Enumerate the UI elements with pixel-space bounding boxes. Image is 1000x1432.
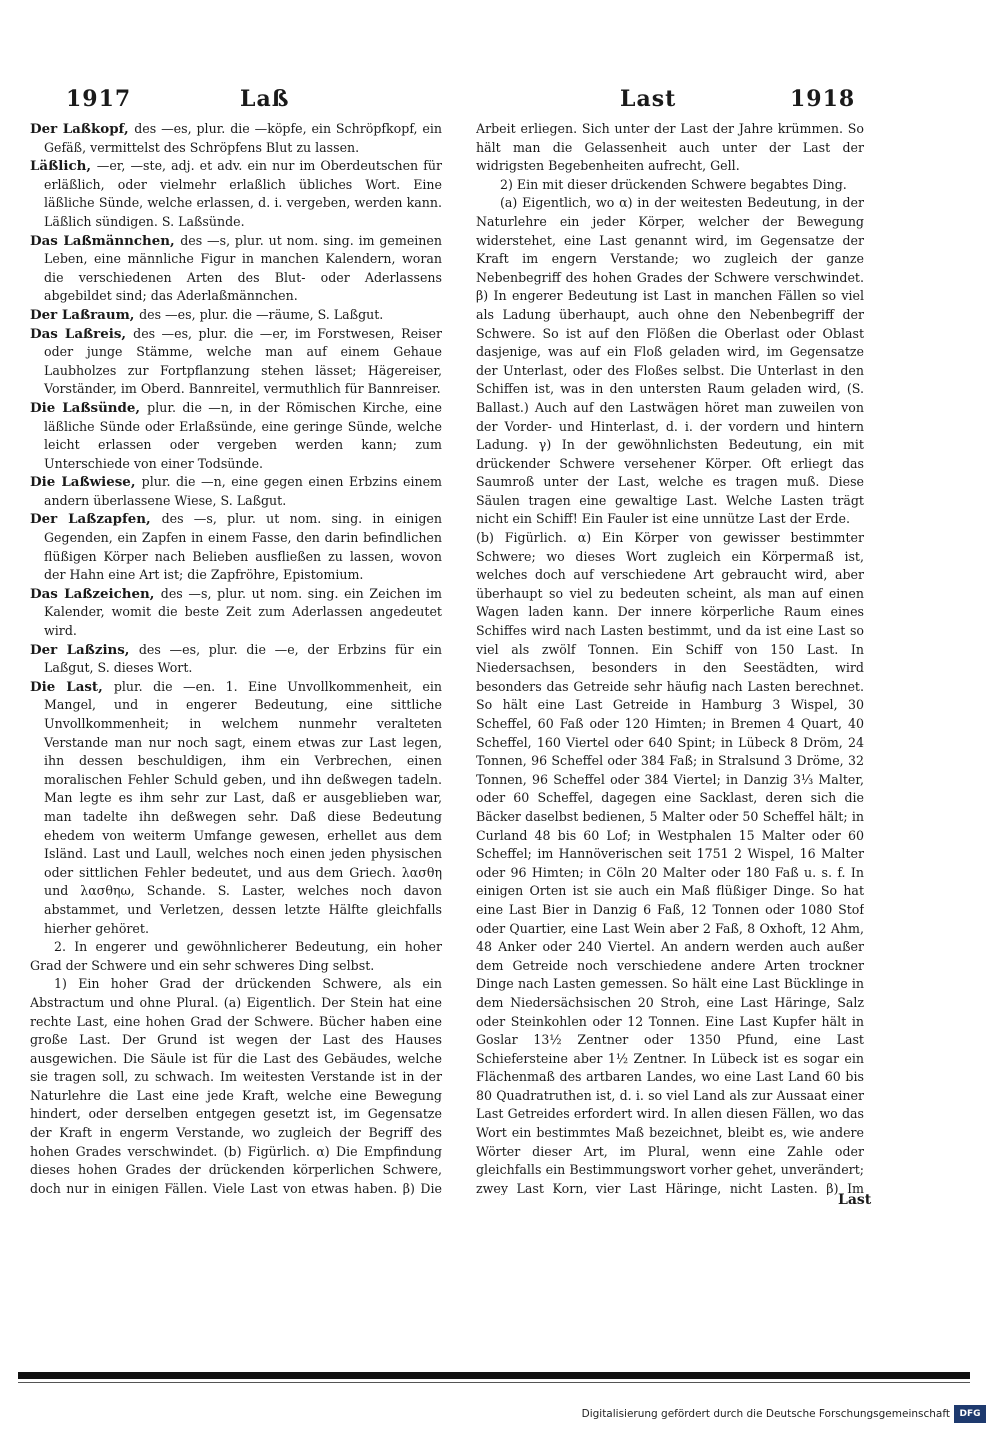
footer-credit: Digitalisierung gefördert durch die Deutsche Forschungsgemeinschaft — [581, 1408, 950, 1420]
headword: Der Laßzins, — [30, 641, 139, 658]
dfg-logo: DFG — [954, 1405, 986, 1423]
headword: Läßlich, — [30, 158, 97, 175]
entry-text: des —s, plur. ut nom. sing. im gemeinen Leben, eine männliche Figur in manchen Kalendern, woran die verschiedenen Arten des Blut- oder Aderlassens abgebildet sind; das Aderlaßmännchen. — [44, 232, 442, 304]
entry-text: plur. die —n, eine gegen einen Erbzins einem andern überlassene Wiese, S. Laßgut. — [44, 474, 442, 508]
entry-text: des —s, plur. ut nom. sing. in einigen Gegenden, ein Zapfen in einem Fasse, den darin befindlichen flüßigen Körper nach Belieben ausfließen zu lassen, wovon der Hahn eine Art ist; die Zapfröhre, Epistomium. — [44, 511, 442, 583]
left-column-paragraph — [30, 585, 442, 641]
entry-text: des —s, plur. ut nom. sing. ein Zeichen im Kalender, womit die beste Zeit zum Aderlassen angedeutet wird. — [44, 585, 442, 639]
headword: Das Laßmännchen, — [30, 232, 181, 249]
left-column-paragraph — [30, 510, 442, 584]
headword: Die Laßsünde, — [30, 399, 148, 416]
left-column-paragraph — [30, 399, 442, 473]
left-column — [30, 120, 442, 1195]
entry-text: des —es, plur. die —er, im Forstwesen, Reiser oder junge Stämme, welche man auf einem Gehaue Laubholzes zur Fortpflanzung stehen lässet; Hägereiser, Vorständer, im Oberd. Bannreitel, vermuthlich für Bannreiser. — [44, 325, 442, 397]
left-column-paragraph — [30, 325, 442, 399]
left-column-paragraph — [30, 938, 442, 975]
bottom-rule — [18, 1372, 970, 1379]
entry-text: Arbeit erliegen. Sich unter der Last der Jahre krümmen. So hält man die Gelassenheit auch unter der Last der widrigsten Begebenheiten aufrecht, Gell. — [476, 121, 864, 174]
entry-text: plur. die —n, in der Römischen Kirche, eine läßliche Sünde oder Erlaßsünde, eine geringe Sünde, welche leicht erlassen oder vergeben werden kann; zum Unterschiede von einer Todsünde. — [44, 399, 442, 471]
left-column-paragraph — [30, 473, 442, 510]
entry-text: des —es, plur. die —e, der Erbzins für ein Laßgut, S. dieses Wort. — [44, 641, 442, 676]
running-head-right: Last — [620, 86, 677, 112]
entry-text: des —es, plur. die —räume, S. Laßgut. — [139, 306, 384, 322]
left-column-paragraph — [30, 157, 442, 231]
left-column-paragraph — [30, 306, 442, 325]
entry-text: 1) Ein hoher Grad der drückenden Schwere, als ein Abstractum und ohne Plural. (a) Eigentlich. Der Stein hat eine rechte Last, eine hohen Grad der Schwere. Bücher haben eine große Last. Der Grund ist wegen der Last des Hauses ausgewichen. Die Säule ist für die Last des Gebäudes, welche sie tragen soll, zu schwach. Im weitesten Verstande ist in der Naturlehre die Last eine jede Kraft, welche eine Bewegung hindert, oder derselben entgegen gesetzt ist, im Gegensatze der Kraft in engerm Verstande, wo zugleich der Begriff des hohen Grades verschwindet. (b) Figürlich. α) Die Empfindung dieses hohen Grades der drückenden körperlichen Schwere, doch nur in einigen Fällen. Viele Last von etwas haben. β) Die — [30, 976, 442, 1195]
headword: Die Last, — [30, 678, 114, 695]
running-head-left: Laß — [240, 86, 290, 112]
entry-text: —er, —ste, adj. et adv. ein nur im Oberdeutschen für erläßlich, oder vielmehr erlaßlich übliches Wort. Eine läßliche Sünde, welche erlassen, d. i. vergeben, werden kann. Läßlich sündigen. S. Laßsünde. — [44, 158, 442, 229]
page-number-right: 1918 — [790, 86, 856, 112]
entry-text: (a) Eigentlich, wo α) in der weitesten Bedeutung, in der Naturlehre ein jeder Körper, welcher der Bewegung widerstehet, eine Last genannt wird, im Gegensatze der Kraft im engern Verstande; wo zugleich der ganze Nebenbegriff des hohen Grades der Schwere verschwindet. β) In engerer Bedeutung ist Last in manchen Fällen so viel als Ladung überhaupt, auch ohne den Nebenbegriff der Schwere. So ist auf den Flößen die Oberlast oder Oblast dasjenige, was auf ein Floß geladen wird, im Gegensatze der Unterlast, oder des Floßes selbst. Die Unterlast in den Schiffen ist, was in den untersten Raum geladen wird, (S. Ballast.) Auch auf den Lastwägen höret man zuweilen von der Vorder- und Hinterlast, d. i. der vordern und hintern Ladung. γ) In der gewöhnlichsten Bedeutung, ein mit drückender Schwere versehener Körper. Oft erliegt das Saumroß unter der Last, welche es tragen muß. Diese Säulen tragen eine gewaltige Last. Welche Lasten trägt nicht ein Schiff! Ein Fauler ist eine unnütze Last der Erde. — [476, 195, 864, 527]
headword: Das Laßzeichen, — [30, 585, 161, 602]
headword: Der Laßraum, — [30, 306, 140, 323]
headword: Die Laßwiese, — [30, 474, 142, 491]
right-column — [476, 120, 864, 1195]
entry-text: 2) Ein mit dieser drückenden Schwere begabtes Ding. — [500, 176, 847, 192]
catchword: Last — [838, 1192, 872, 1208]
right-column-paragraph — [476, 120, 864, 176]
entry-text: des —es, plur. die —köpfe, ein Schröpfkopf, ein Gefäß, vermittelst des Schröpfens Blut zu lassen. — [44, 121, 442, 155]
entry-text: plur. die —en. 1. Eine Unvollkommenheit, ein Mangel, und in engerer Bedeutung, eine sittliche Unvollkommenheit; in welchem nunmehr veralteten Verstande man nur noch sagt, einem etwas zur Last legen, ihn dessen beschuldigen, ihm ein Verbrechen, einen moralischen Fehler Schuld geben, und ihn deßwegen tadeln. Man legte es ihm sehr zur Last, daß er ausgeblieben war, man tadelte ihn deßwegen sehr. Daß diese Bedeutung ehedem von weiterm Umfange gewesen, erhellet aus dem Isländ. Last und Laull, welches noch einen jeden physischen oder sittlichen Fehler bedeutet, und aus dem Griech. λασθη und λασθηω, Schande. S. Laster, welches noch davon abstammet, und Verletzen, dessen letzte Hälfte gleichfalls hierher gehöret. — [44, 678, 442, 936]
left-column-paragraph — [30, 232, 442, 306]
entry-text: 2. In engerer und gewöhnlicherer Bedeutung, ein hoher Grad der Schwere und ein sehr schweres Ding selbst. — [30, 939, 442, 973]
page-number-left: 1917 — [66, 86, 132, 112]
right-column-paragraph — [476, 194, 864, 529]
entry-text: (b) Figürlich. α) Ein Körper von gewisser bestimmter Schwere; wo dieses Wort zugleich ein Körpermaß ist, welches doch auf verschiedene Art gebraucht wird, aber überhaupt so viel zu bedeuten scheint, als man auf einen Wagen laden kann. Der innere körperliche Raum eines Schiffes wird nach Lasten bestimmt, und da ist eine Last so viel als zwölf Tonnen. Ein Schiff von 150 Last. In Niedersachsen, besonders in den Seestädten, wird besonders das Getreide sehr häufig nach Lasten berechnet. So hält eine Last Getreide in Hamburg 3 Wispel, 30 Scheffel, 60 Faß oder 120 Himten; in Bremen 4 Quart, 40 Scheffel, 160 Viertel oder 640 Spint; in Lübeck 8 Dröm, 24 Tonnen, 96 Scheffel oder 384 Faß; in Stralsund 3 Dröme, 32 Tonnen, 96 Scheffel oder 384 Viertel; in Danzig 3⅓ Malter, oder 60 Scheffel, dagegen eine Sacklast, deren sich die Bäcker daselbst bedienen, 5 Malter oder 50 Scheffel hält; in Curland 48 bis 60 Lof; in Westphalen 15 Malter oder 60 Scheffel; im Hannöverischen seit 1751 2 Wispel, 16 Malter oder 96 Himten; in Cöln 20 Malter oder 180 Faß u. s. f. In einigen Orten ist sie auch ein Maß flüßiger Dinge. So hat eine Last Bier in Danzig 6 Faß, 12 Tonnen oder 1080 Stof oder Quartier, eine Last Wein aber 2 Faß, 8 Oxhoft, 12 Ahm, 48 Anker oder 240 Viertel. An andern werden auch außer dem Getreide noch verschiedene andere Arten trockner Dinge nach Lasten gemessen. So hält eine Last Bücklinge in dem Niedersächsischen 20 Stroh, eine Last Häringe, Salz oder Steinkohlen oder 12 Tonnen. Eine Last Kupfer hält in Goslar 13½ Zentner oder 1350 Pfund, eine Last Schiefersteine aber 1½ Zentner. In Lübeck ist es sogar ein Flächenmaß des artbaren Landes, wo eine Last Land 60 bis 80 Quadratruthen ist, d. i. so viel Land als zur Aussaat einer Last Getreides erfordert wird. In allen diesen Fällen, wo das Wort ein bestimmtes Maß bezeichnet, bleibt es, wie andere Wörter dieser Art, im Plural, wenn eine Zahle oder gleichfalls ein Bestimmungswort vorher gehet, unverändert; zwey Last Korn, vier Last Häringe, nicht Lasten. β) Im — [476, 530, 864, 1195]
headword: Der Laßkopf, — [30, 121, 135, 137]
right-column-paragraph — [476, 529, 864, 1195]
headword: Der Laßzapfen, — [30, 511, 162, 528]
left-column-paragraph — [30, 975, 442, 1195]
left-column-paragraph — [30, 678, 442, 938]
left-column-paragraph — [30, 641, 442, 678]
headword: Das Laßreis, — [30, 325, 134, 342]
bottom-rule-thin — [18, 1382, 970, 1383]
left-column-paragraph — [30, 120, 442, 157]
right-column-paragraph — [476, 176, 864, 195]
